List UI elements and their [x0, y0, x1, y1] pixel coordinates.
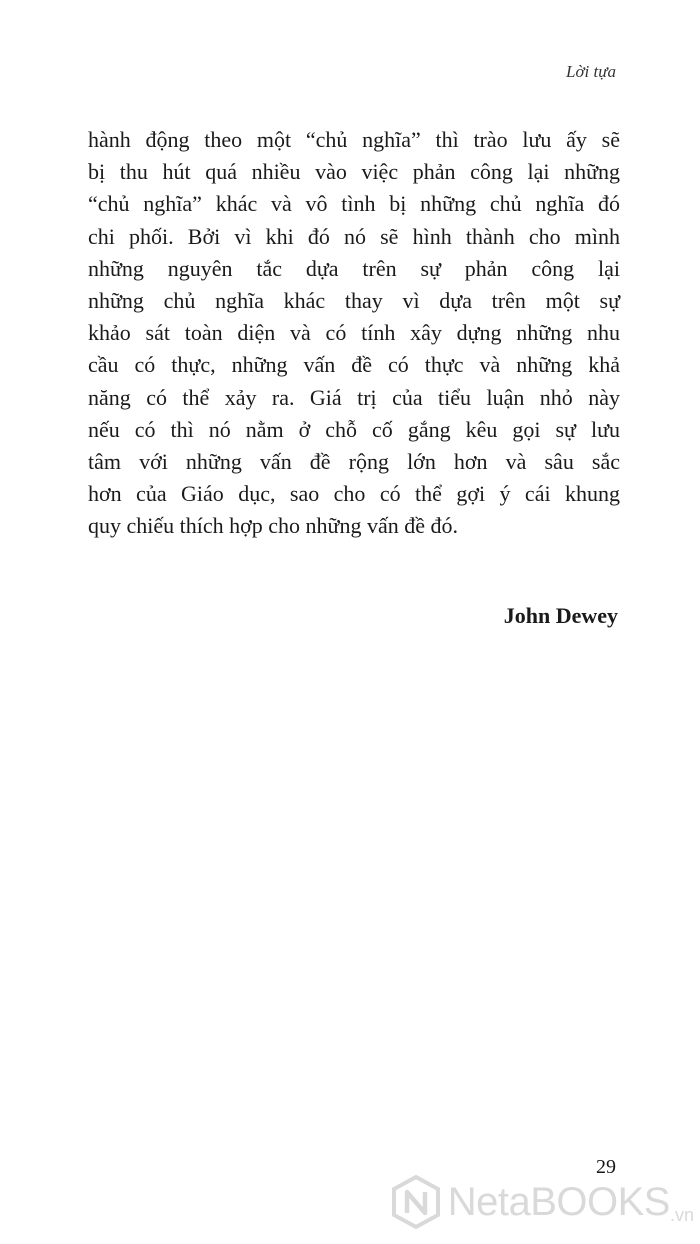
- text-line: chi phối. Bởi vì khi đó nó sẽ hình thành cho mình: [88, 223, 620, 249]
- running-header: Lời tựa: [566, 62, 616, 81]
- text-line: quy chiếu thích hợp cho những vấn đề đó.: [88, 513, 458, 539]
- text-line: cầu có thực, những vấn đề có thực và những khả: [88, 352, 620, 378]
- netabooks-logo-icon: [390, 1174, 442, 1230]
- text-line: khảo sát toàn diện và có tính xây dựng những nhu: [88, 320, 620, 346]
- text-line: những nguyên tắc dựa trên sự phản công lại: [88, 255, 620, 281]
- text-line: hành động theo một “chủ nghĩa” thì trào lưu ấy sẽ: [88, 127, 620, 152]
- watermark-brand: NetaBOOKS: [447, 1180, 670, 1224]
- page-number: 29: [596, 1156, 616, 1178]
- author-signature: John Dewey: [503, 603, 618, 628]
- text-line: hơn của Giáo dục, sao cho có thể gợi ý cái khung: [88, 481, 620, 507]
- text-line: năng có thể xảy ra. Giá trị của tiểu luận nhỏ này: [88, 384, 620, 410]
- text-line: tâm với những vấn đề rộng lớn hơn và sâu sắc: [88, 448, 620, 474]
- watermark: [390, 1174, 694, 1230]
- text-line: nếu có thì nó nằm ở chỗ cố gắng kêu gọi sự lưu: [88, 416, 620, 442]
- text-line: những chủ nghĩa khác thay vì dựa trên một sự: [88, 287, 620, 313]
- body-paragraph: [88, 124, 620, 542]
- text-line: “chủ nghĩa” khác và vô tình bị những chủ nghĩa đó: [88, 191, 620, 217]
- watermark-suffix: .vn: [669, 1205, 694, 1225]
- text-line: bị thu hút quá nhiều vào việc phản công lại những: [88, 159, 620, 185]
